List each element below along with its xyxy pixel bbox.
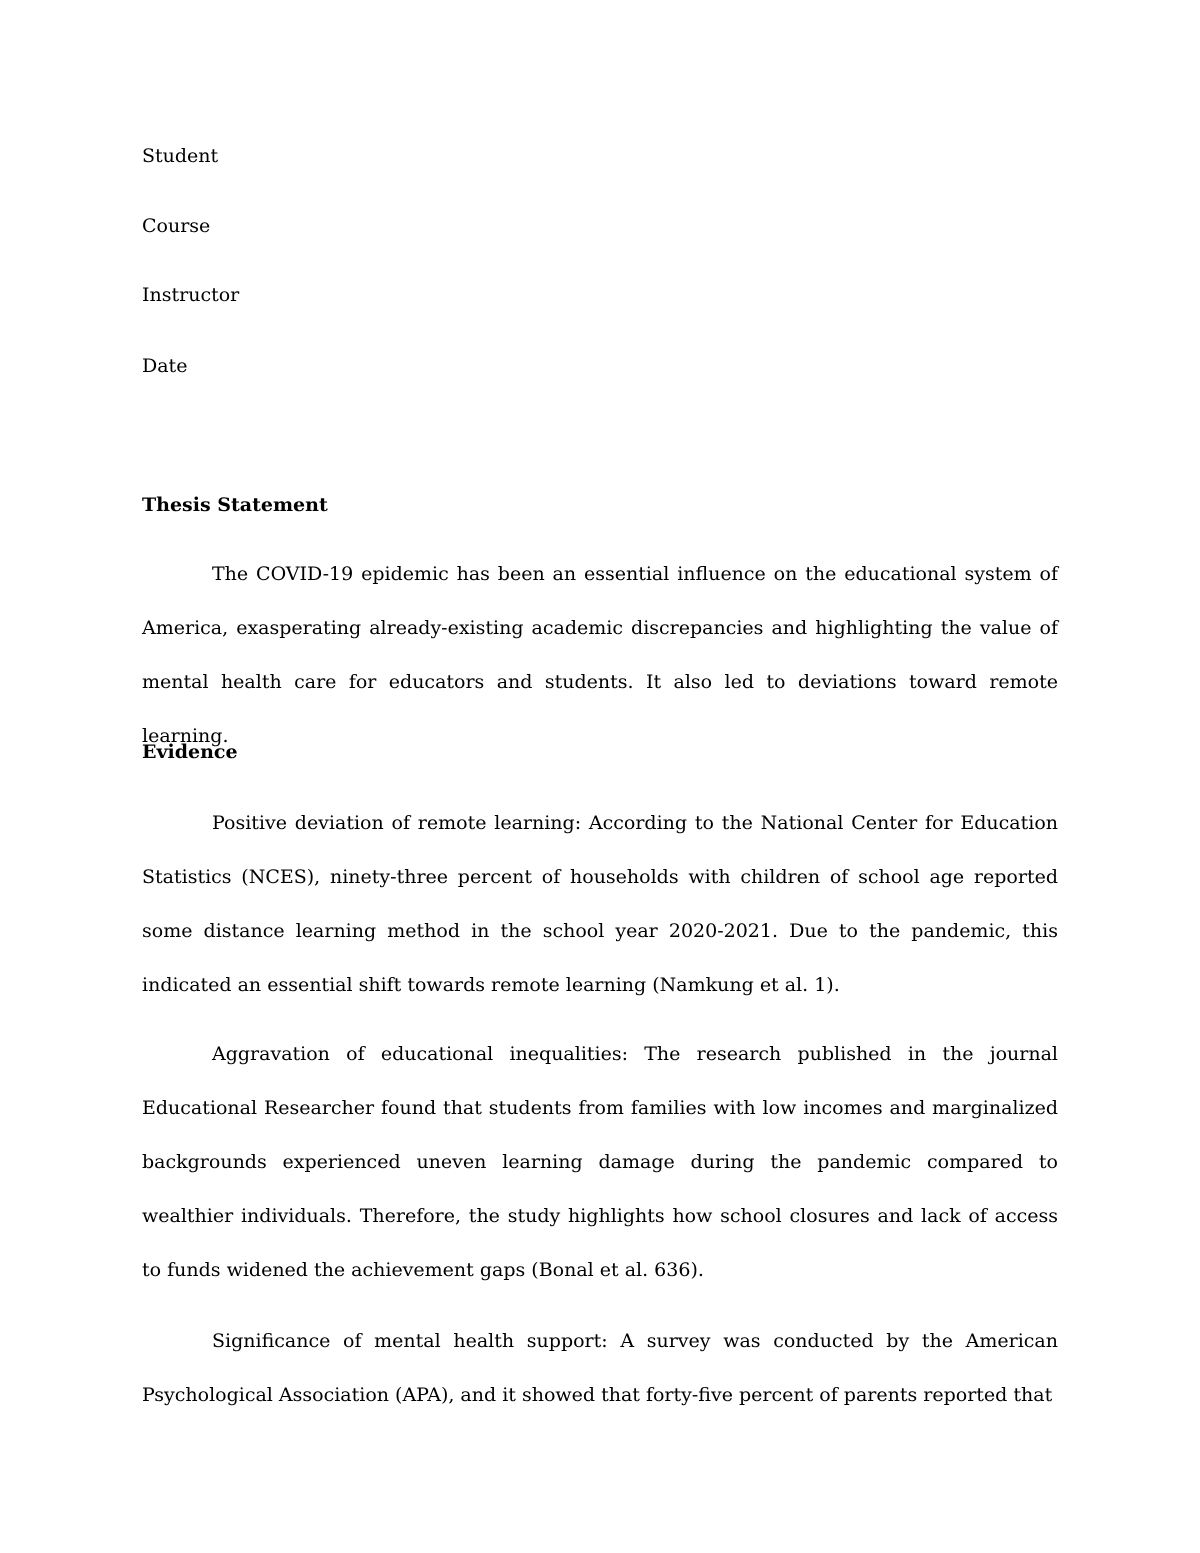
instructor-line: Instructor xyxy=(142,284,240,306)
evidence-heading: Evidence xyxy=(142,741,238,763)
evidence-paragraph-inequalities: Aggravation of educational inequalities: The research published in the journal Educational Researcher found that students from families with low incomes and marginalized backgrounds experienced uneven learning damage during the pandemic compared to wealthier individuals. Therefore, the study highlights how school closures and lack of access to funds widened the achievement gaps (Bonal et al. 636). xyxy=(142,1043,1058,1281)
date-line: Date xyxy=(142,355,188,377)
thesis-paragraph: The COVID-19 epidemic has been an essential influence on the educational system of America, exasperating already-existing academic discrepancies and highlighting the value of mental health care for educators and students. It also led to deviations toward remote learning. xyxy=(142,563,1058,747)
course-line: Course xyxy=(142,215,211,237)
evidence-paragraph-remote-learning: Positive deviation of remote learning: According to the National Center for Education Statistics (NCES), ninety-three percent of households with children of school age reported some distance learning method in the school year 2020-2021. Due to the pandemic, this indicated an essential shift towards remote learning (Namkung et al. 1). xyxy=(142,812,1058,996)
thesis-heading: Thesis Statement xyxy=(142,494,328,516)
evidence-paragraph-mental-health: Significance of mental health support: A survey was conducted by the American Psychological Association (APA), and it showed that forty-five percent of parents reported that xyxy=(142,1330,1058,1406)
student-line: Student xyxy=(142,145,219,167)
